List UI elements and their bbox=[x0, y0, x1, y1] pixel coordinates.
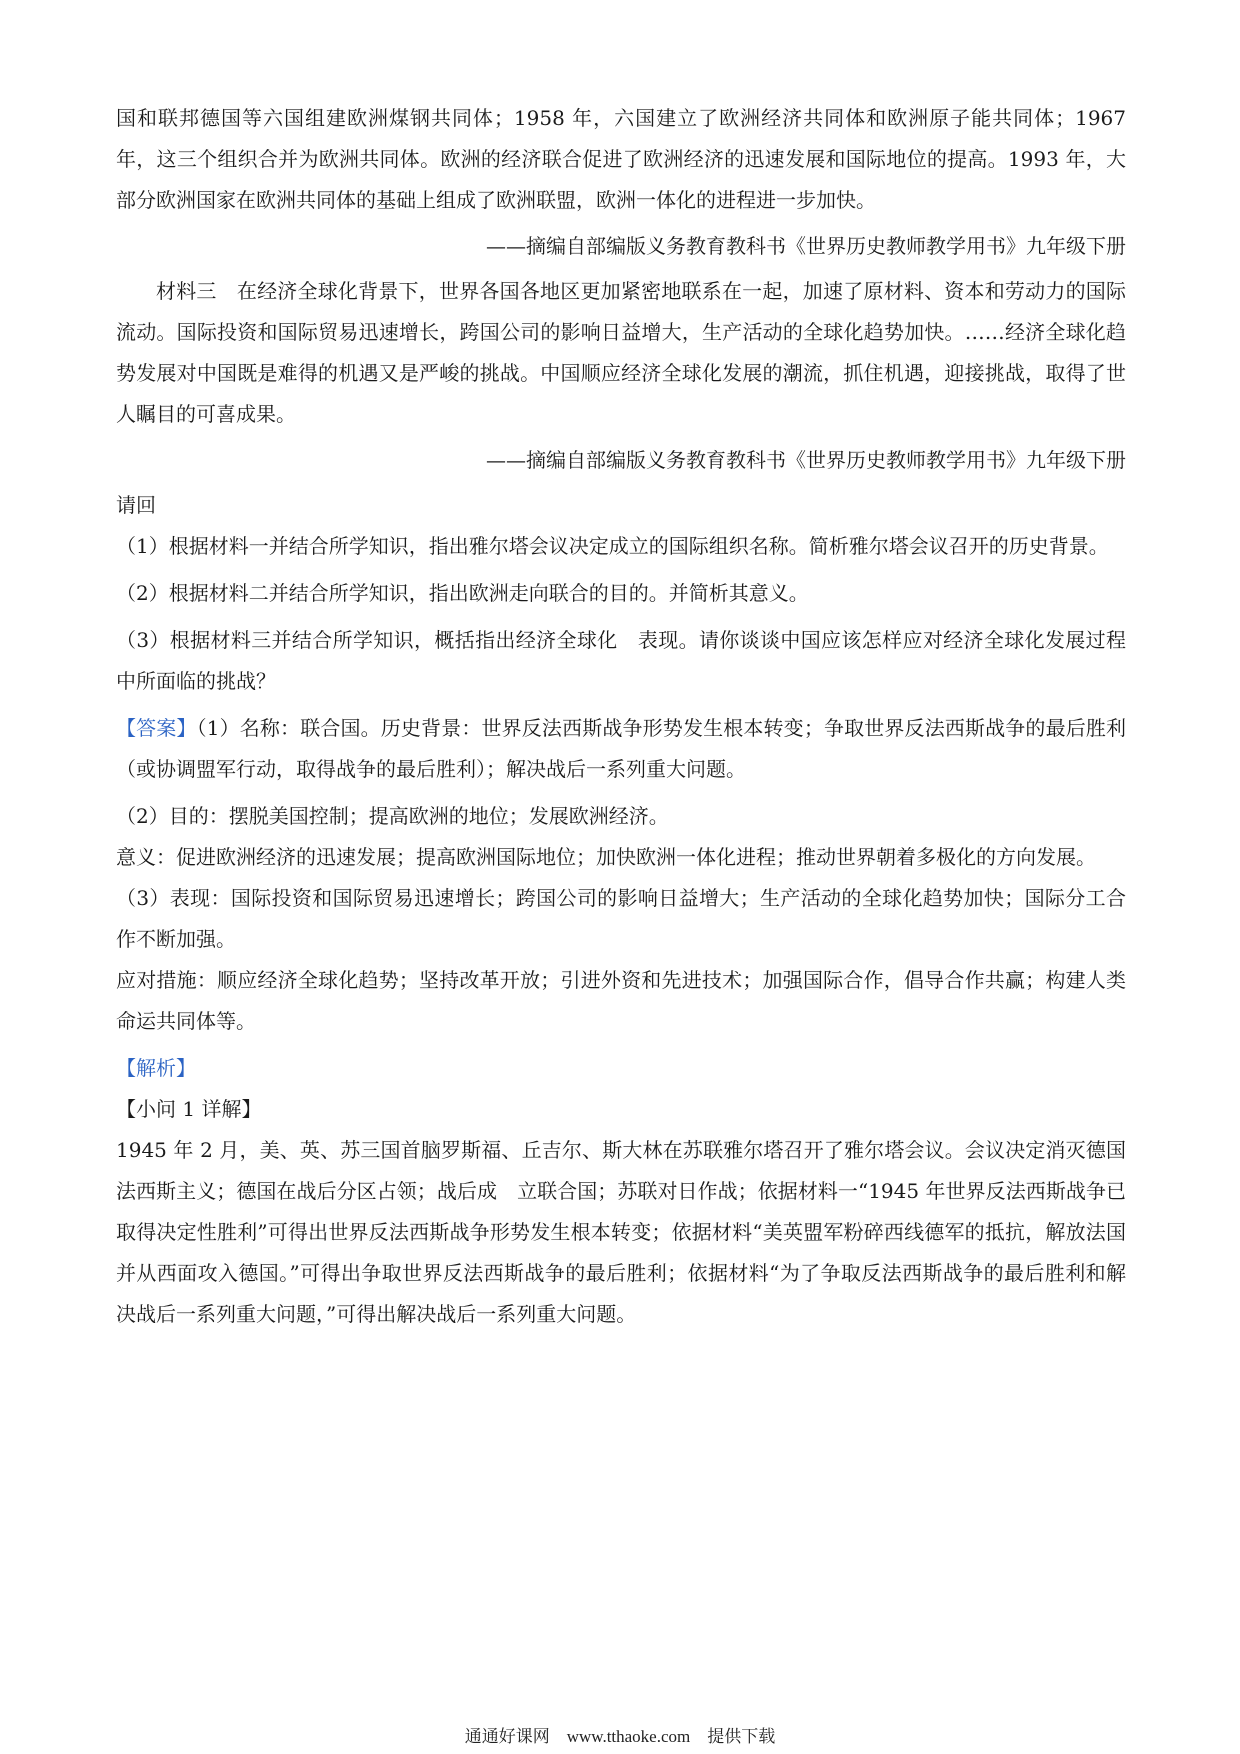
analysis-tag: 【解析】 bbox=[116, 1056, 196, 1080]
answer-3-measures: 应对措施：顺应经济全球化趋势；坚持改革开放；引进外资和先进技术；加强国际合作，倡导合作共赢；构建人类命运共同体等。 bbox=[116, 968, 1126, 1033]
question-2: （2）根据材料二并结合所学知识，指出欧洲走向联合的目的。并简析其意义。 bbox=[116, 581, 809, 605]
paragraph-material-two-continued: 国和联邦德国等六国组建欧洲煤钢共同体；1958 年，六国建立了欧洲经济共同体和欧洲原子能共同体；1967 年，这三个组织合并为欧洲共同体。欧洲的经济联合促进了欧洲经济的迅速发展和国际地位的提高。1993 年，大部分欧洲国家在欧洲共同体的基础上组成了欧洲联盟，欧洲一体化的进程进一步加快。 bbox=[116, 106, 1126, 212]
answer-3: （3）表现：国际投资和国际贸易迅速增长；跨国公司的影响日益增大；生产活动的全球化趋势加快；国际分工合作不断加强。 bbox=[116, 886, 1126, 951]
paragraph-material-three: 材料三 在经济全球化背景下，世界各国各地区更加紧密地联系在一起，加速了原材料、资本和劳动力的国际流动。国际投资和国际贸易迅速增长，跨国公司的影响日益增大，生产活动的全球化趋势加快。……经济全球化趋势发展对中国既是难得的机遇又是严峻的挑战。中国顺应经济全球化发展的潮流，抓住机遇，迎接挑战，取得了世人瞩目的可喜成果。 bbox=[116, 279, 1126, 426]
source-citation: ——摘编自部编版义务教育教科书《世界历史教师教学用书》九年级下册 bbox=[486, 448, 1126, 472]
answer-2-significance: 意义：促进欧洲经济的迅速发展；提高欧洲国际地位；加快欧洲一体化进程；推动世界朝着多极化的方向发展。 bbox=[116, 845, 1096, 869]
sub-question-heading: 【小问 1 详解】 bbox=[116, 1097, 262, 1121]
question-1: （1）根据材料一并结合所学知识，指出雅尔塔会议决定成立的国际组织名称。简析雅尔塔会议召开的历史背景。 bbox=[116, 534, 1109, 558]
answer-tag: 【答案】 bbox=[116, 716, 197, 740]
document-body bbox=[116, 98, 1126, 1335]
page-footer: 通通好课网 www.tthaoke.com 提供下载 bbox=[464, 1727, 776, 1746]
answer-2: （2）目的：摆脱美国控制；提高欧洲的地位；发展欧洲经济。 bbox=[116, 804, 669, 828]
answer-1 bbox=[116, 708, 1126, 790]
analysis-paragraph: 1945 年 2 月，美、英、苏三国首脑罗斯福、丘吉尔、斯大林在苏联雅尔塔召开了雅尔塔会议。会议决定消灭德国法西斯主义；德国在战后分区占领；战后成 立联合国；苏联对日作战；依据材料一“1945 年世界反法西斯战争已取得决定性胜利”可得出世界反法西斯战争形势发生根本转变；依据材料“美英盟军粉碎西线德军的抵抗，解放法国并从西面攻入德国。”可得出争取世界反法西斯战争的最后胜利；依据材料“为了争取反法西斯战争的最后胜利和解决战后一系列重大问题，”可得出解决战后一系列重大问题。 bbox=[116, 1138, 1126, 1326]
question-prompt: 请回 bbox=[116, 493, 156, 517]
source-citation: ——摘编自部编版义务教育教科书《世界历史教师教学用书》九年级下册 bbox=[486, 234, 1126, 258]
answer-1-text: （1）名称：联合国。历史背景：世界反法西斯战争形势发生根本转变；争取世界反法西斯战争的最后胜利（或协调盟军行动，取得战争的最后胜利）；解决战后一系列重大问题。 bbox=[116, 716, 1127, 781]
question-3: （3）根据材料三并结合所学知识，概括指出经济全球化 表现。请你谈谈中国应该怎样应对经济全球化发展过程中所面临的挑战？ bbox=[116, 628, 1126, 693]
